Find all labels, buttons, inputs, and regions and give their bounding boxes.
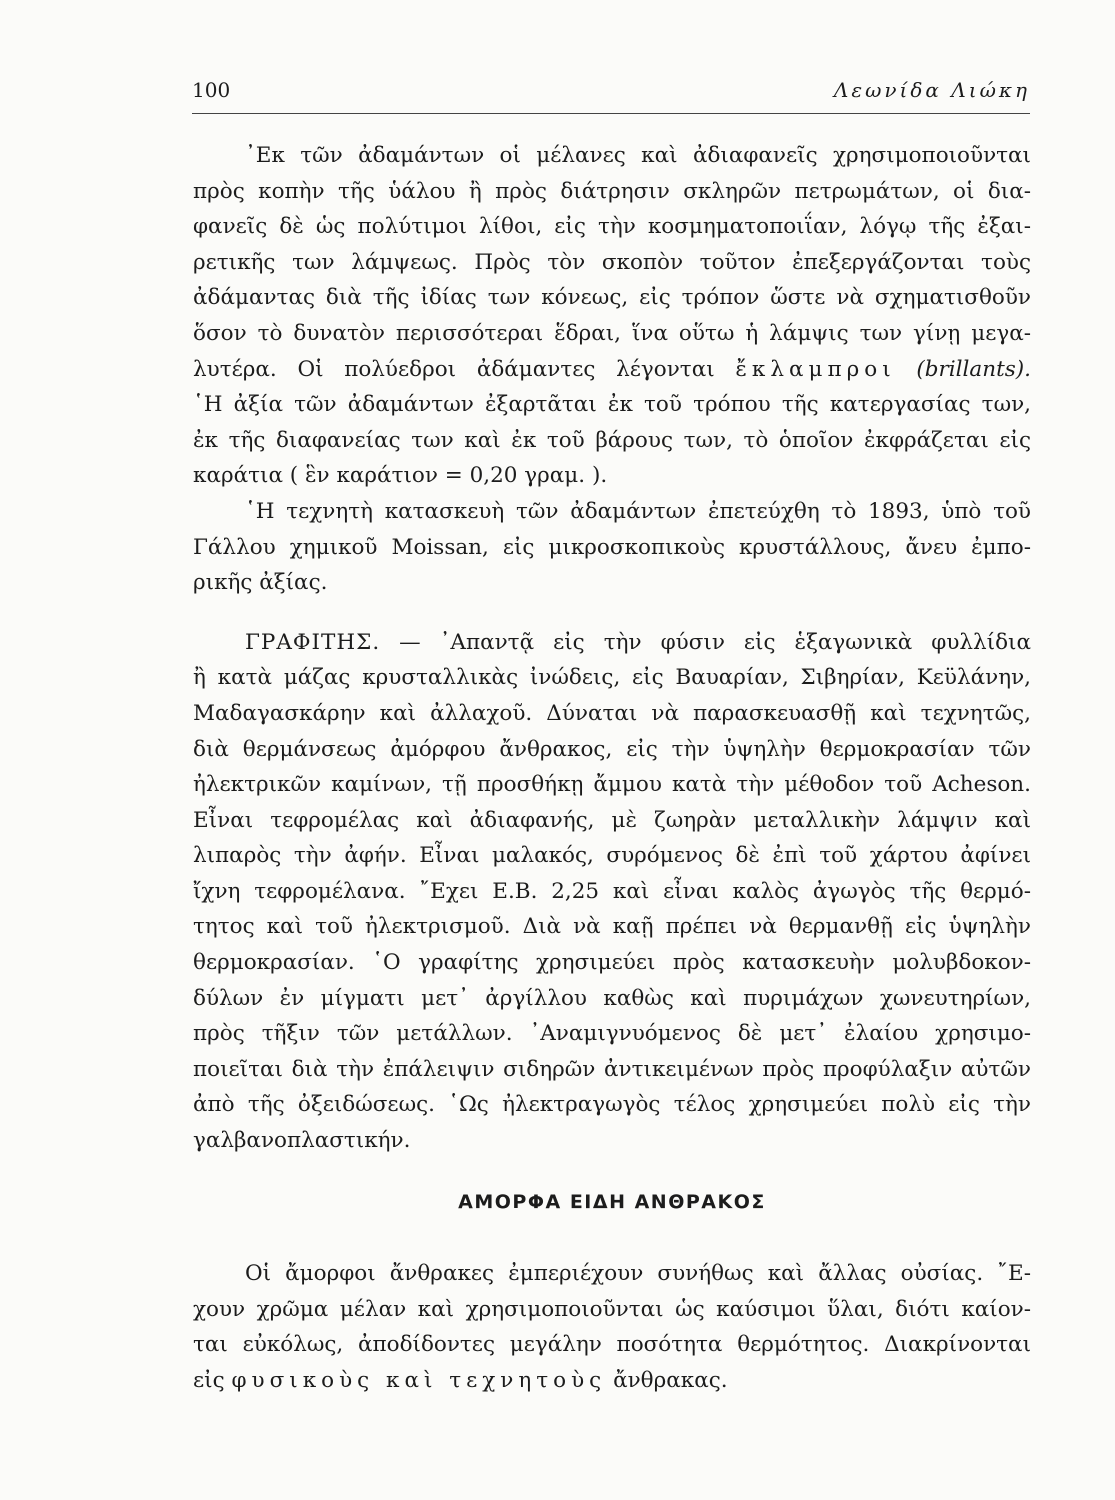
text-line: γαλβανοπλαστικήν.: [193, 1128, 411, 1154]
text-line: δύλων ἐν μίγματι μετ᾿ ἀργίλλου καθὼς καὶ πυριμάχων χωνευτηρίων,: [193, 985, 1031, 1011]
text-line: ῾Η ἀξία τῶν ἀδαμάντων ἐξαρτᾶται ἐκ τοῦ τρόπου τῆς κατεργασίας των,: [193, 392, 1031, 418]
text-fragment: ἄνθρακας.: [613, 1367, 728, 1393]
text-line: ἴχνη τεφρομέλανα. ῎Εχει Ε.Β. 2,25 καὶ εἶναι καλὸς ἀγωγὸς τῆς θερμό-: [193, 878, 1031, 904]
section-heading: ΑΜΟΡΦΑ ΕΙΔΗ ΑΝΘΡΑΚΟΣ: [458, 1191, 766, 1213]
text-line: ἀδάμαντας διὰ τῆς ἰδίας των κόνεως, εἰς τρόπον ὥστε νὰ σχηματισθοῦν: [193, 285, 1031, 311]
text-line: διὰ θερμάνσεως ἀμόρφου ἄνθρακος, εἰς τὴν ὑψηλὴν θερμοκρασίαν τῶν: [193, 736, 1031, 762]
paragraph-gap: [193, 601, 1031, 625]
text-line: ὅσον τὸ δυνατὸν περισσότεραι ἕδραι, ἵνα οὕτω ἡ λάμψις των γίνῃ μεγα-: [193, 320, 1031, 346]
text-line: ῾Η τεχνητὴ κατασκευὴ τῶν ἀδαμάντων ἐπετεύχθη τὸ 1893, ὑπὸ τοῦ: [245, 498, 1031, 524]
text-line: ᾿Εκ τῶν ἀδαμάντων οἱ μέλανες καὶ ἀδιαφανεῖς χρησιμοποιοῦνται: [245, 143, 1031, 168]
text-line: Μαδαγασκάρην καὶ ἀλλαχοῦ. Δύναται νὰ παρασκευασθῇ καὶ τεχνητῶς,: [193, 700, 1031, 726]
graphite-heading: ΓΡΑΦΙΤΗΣ.: [245, 629, 381, 655]
text-line: πρὸς κοπὴν τῆς ὑάλου ἢ πρὸς διάτρησιν σκληρῶν πετρωμάτων, οἱ δια-: [193, 178, 1031, 204]
text-line: χουν χρῶμα μέλαν καὶ χρησιμοποιοῦνται ὡς καύσιμοι ὕλαι, διότι καίον-: [193, 1296, 1031, 1322]
text-line: θερμοκρασίαν. ῾Ο γραφίτης χρησιμεύει πρὸς κατασκευὴν μολυβδοκον-: [193, 950, 1031, 976]
text-line: ρετικῆς των λάμψεως. Πρὸς τὸν σκοπὸν τοῦτον ἐπεξεργάζονται τοὺς: [193, 249, 1031, 275]
text-line: πρὸς τῆξιν τῶν μετάλλων. ᾿Αναμιγνυόμενος δὲ μετ᾿ ἐλαίου χρησιμο-: [193, 1021, 1031, 1047]
running-head: [192, 76, 1030, 106]
text-fragment: λυτέρα. Οἱ πολύεδροι ἀδάμαντες λέγονται: [193, 356, 715, 382]
running-title: Λεωνίδα Λιώκη: [833, 78, 1030, 102]
text-line: [193, 1363, 1031, 1399]
text-line: Οἱ ἄμορφοι ἄνθρακες ἐμπεριέχουν συνήθως καὶ ἄλλας οὐσίας. ῎Ε-: [245, 1261, 1031, 1286]
spaced-term: φυσικοὺς καὶ τεχνητοὺς: [231, 1367, 607, 1393]
header-rule: [192, 113, 1030, 114]
amorphous-text-block: [193, 1256, 1031, 1398]
text-line: Γάλλου χημικοῦ Moissan, εἰς μικροσκοπικοὺς κρυστάλλους, ἄνευ ἐμπο-: [193, 534, 1031, 560]
text-line: ται εὐκόλως, ἀποδίδοντες μεγάλην ποσότητα θερμότητος. Διακρίνονται: [193, 1332, 1031, 1358]
italic-term: (brillants).: [916, 356, 1031, 382]
text-fragment: — ᾿Απαντᾷ εἰς τὴν φύσιν εἰς ἑξαγωνικὰ φυλλίδια: [399, 629, 1031, 655]
spaced-term: ἔκλαμπροι: [735, 356, 896, 382]
text-line: ἠλεκτρικῶν καμίνων, τῇ προσθήκῃ ἄμμου κατὰ τὴν μέθοδον τοῦ Acheson.: [193, 772, 1031, 798]
main-text-block: [193, 138, 1031, 1159]
text-line: ἢ κατὰ μάζας κρυσταλλικὰς ἰνώδεις, εἰς Βαυαρίαν, Σιβηρίαν, Κεϋλάνην,: [193, 665, 1031, 691]
text-line: ποιεῖται διὰ τὴν ἐπάλειψιν σιδηρῶν ἀντικειμένων πρὸς προφύλαξιν αὐτῶν: [193, 1056, 1031, 1082]
text-line: [193, 625, 1031, 661]
text-line: καράτια ( ἓν καράτιον = 0,20 γραμ. ).: [193, 463, 608, 489]
text-line: Εἶναι τεφρομέλας καὶ ἀδιαφανής, μὲ ζωηρὰν μεταλλικὴν λάμψιν καὶ: [193, 807, 1031, 833]
page-number: 100: [192, 78, 231, 102]
text-line: λιπαρὸς τὴν ἀφήν. Εἶναι μαλακός, συρόμενος δὲ ἐπὶ τοῦ χάρτου ἀφίνει: [193, 843, 1031, 869]
text-line: φανεῖς δὲ ὡς πολύτιμοι λίθοι, εἰς τὴν κοσμηματοποιΐαν, λόγῳ τῆς ἐξαι-: [193, 214, 1031, 240]
text-fragment: εἰς: [193, 1367, 225, 1393]
text-line: τητος καὶ τοῦ ἠλεκτρισμοῦ. Διὰ νὰ καῇ πρέπει νὰ θερμανθῇ εἰς ὑψηλὴν: [193, 914, 1031, 940]
text-line: ἀπὸ τῆς ὀξειδώσεως. ῾Ως ἠλεκτραγωγὸς τέλος χρησιμεύει πολὺ εἰς τὴν: [193, 1092, 1031, 1118]
text-line: [193, 352, 1031, 388]
text-line: ἐκ τῆς διαφανείας των καὶ ἐκ τοῦ βάρους των, τὸ ὁποῖον ἐκφράζεται εἰς: [193, 427, 1031, 453]
text-line: ρικῆς ἀξίας.: [193, 570, 328, 596]
